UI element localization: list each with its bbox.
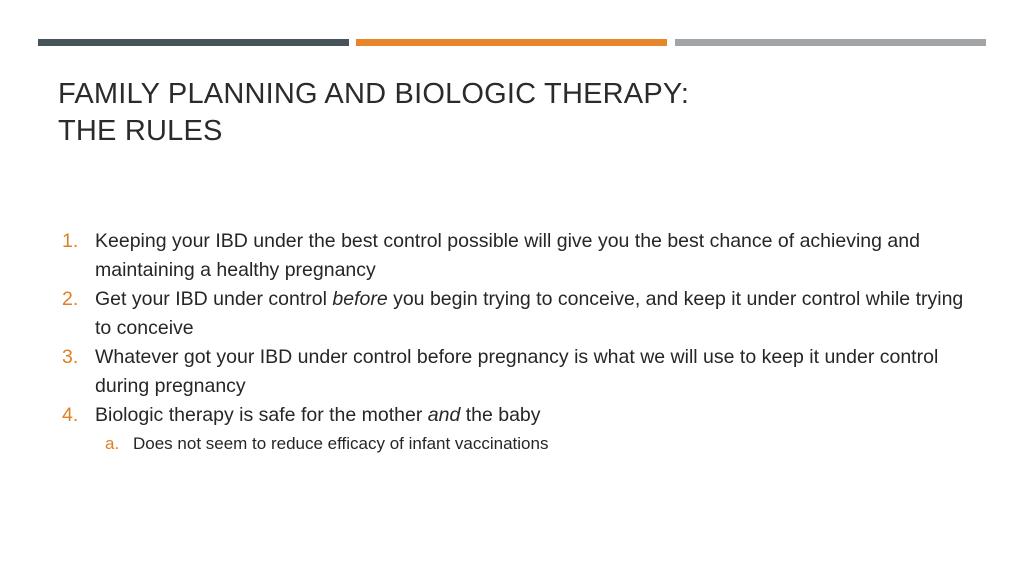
rules-list (62, 227, 972, 458)
header-accent-bars (38, 39, 986, 46)
rule-item-1 (62, 227, 972, 285)
rule-text-part: Get your IBD under control (95, 288, 333, 310)
rule-emphasis: and (427, 404, 461, 426)
rule-number: 4. (62, 404, 79, 426)
rule-text-part: Biologic therapy is safe for the mother (95, 404, 428, 426)
rule-text (95, 404, 541, 426)
rule-emphasis: before (332, 288, 388, 310)
sub-rules-list (95, 430, 972, 458)
rule-text-part: the baby (460, 404, 541, 426)
rule-text: Whatever got your IBD under control before pregnancy is what we will use to keep it under control during pregnancy (95, 346, 939, 397)
rule-text: Keeping your IBD under the best control possible will give you the best chance of achieving and maintaining a healthy pregnancy (95, 230, 920, 281)
slide-title-line-1: FAMILY PLANNING AND BIOLOGIC THERAPY: (58, 78, 690, 110)
rule-item-4 (62, 401, 972, 458)
sub-rule-text: Does not seem to reduce efficacy of infant vaccinations (133, 434, 549, 453)
rule-text (95, 288, 963, 339)
rule-item-2 (62, 285, 972, 343)
accent-bar-gray (675, 39, 986, 46)
sub-rule-letter: a. (105, 434, 120, 453)
rule-text-part: you begin trying to conceive, and keep it under control while trying to conceive (95, 288, 964, 339)
slide-title-line-2: THE RULES (58, 115, 223, 147)
rule-number: 1. (62, 230, 79, 252)
rule-number: 3. (62, 346, 79, 368)
sub-rule-item-a (95, 430, 972, 458)
slide-content (62, 227, 972, 458)
rule-number: 2. (62, 288, 79, 310)
rule-item-3 (62, 343, 972, 401)
slide-title (58, 76, 958, 150)
accent-bar-dark (38, 39, 349, 46)
accent-bar-orange (356, 39, 667, 46)
